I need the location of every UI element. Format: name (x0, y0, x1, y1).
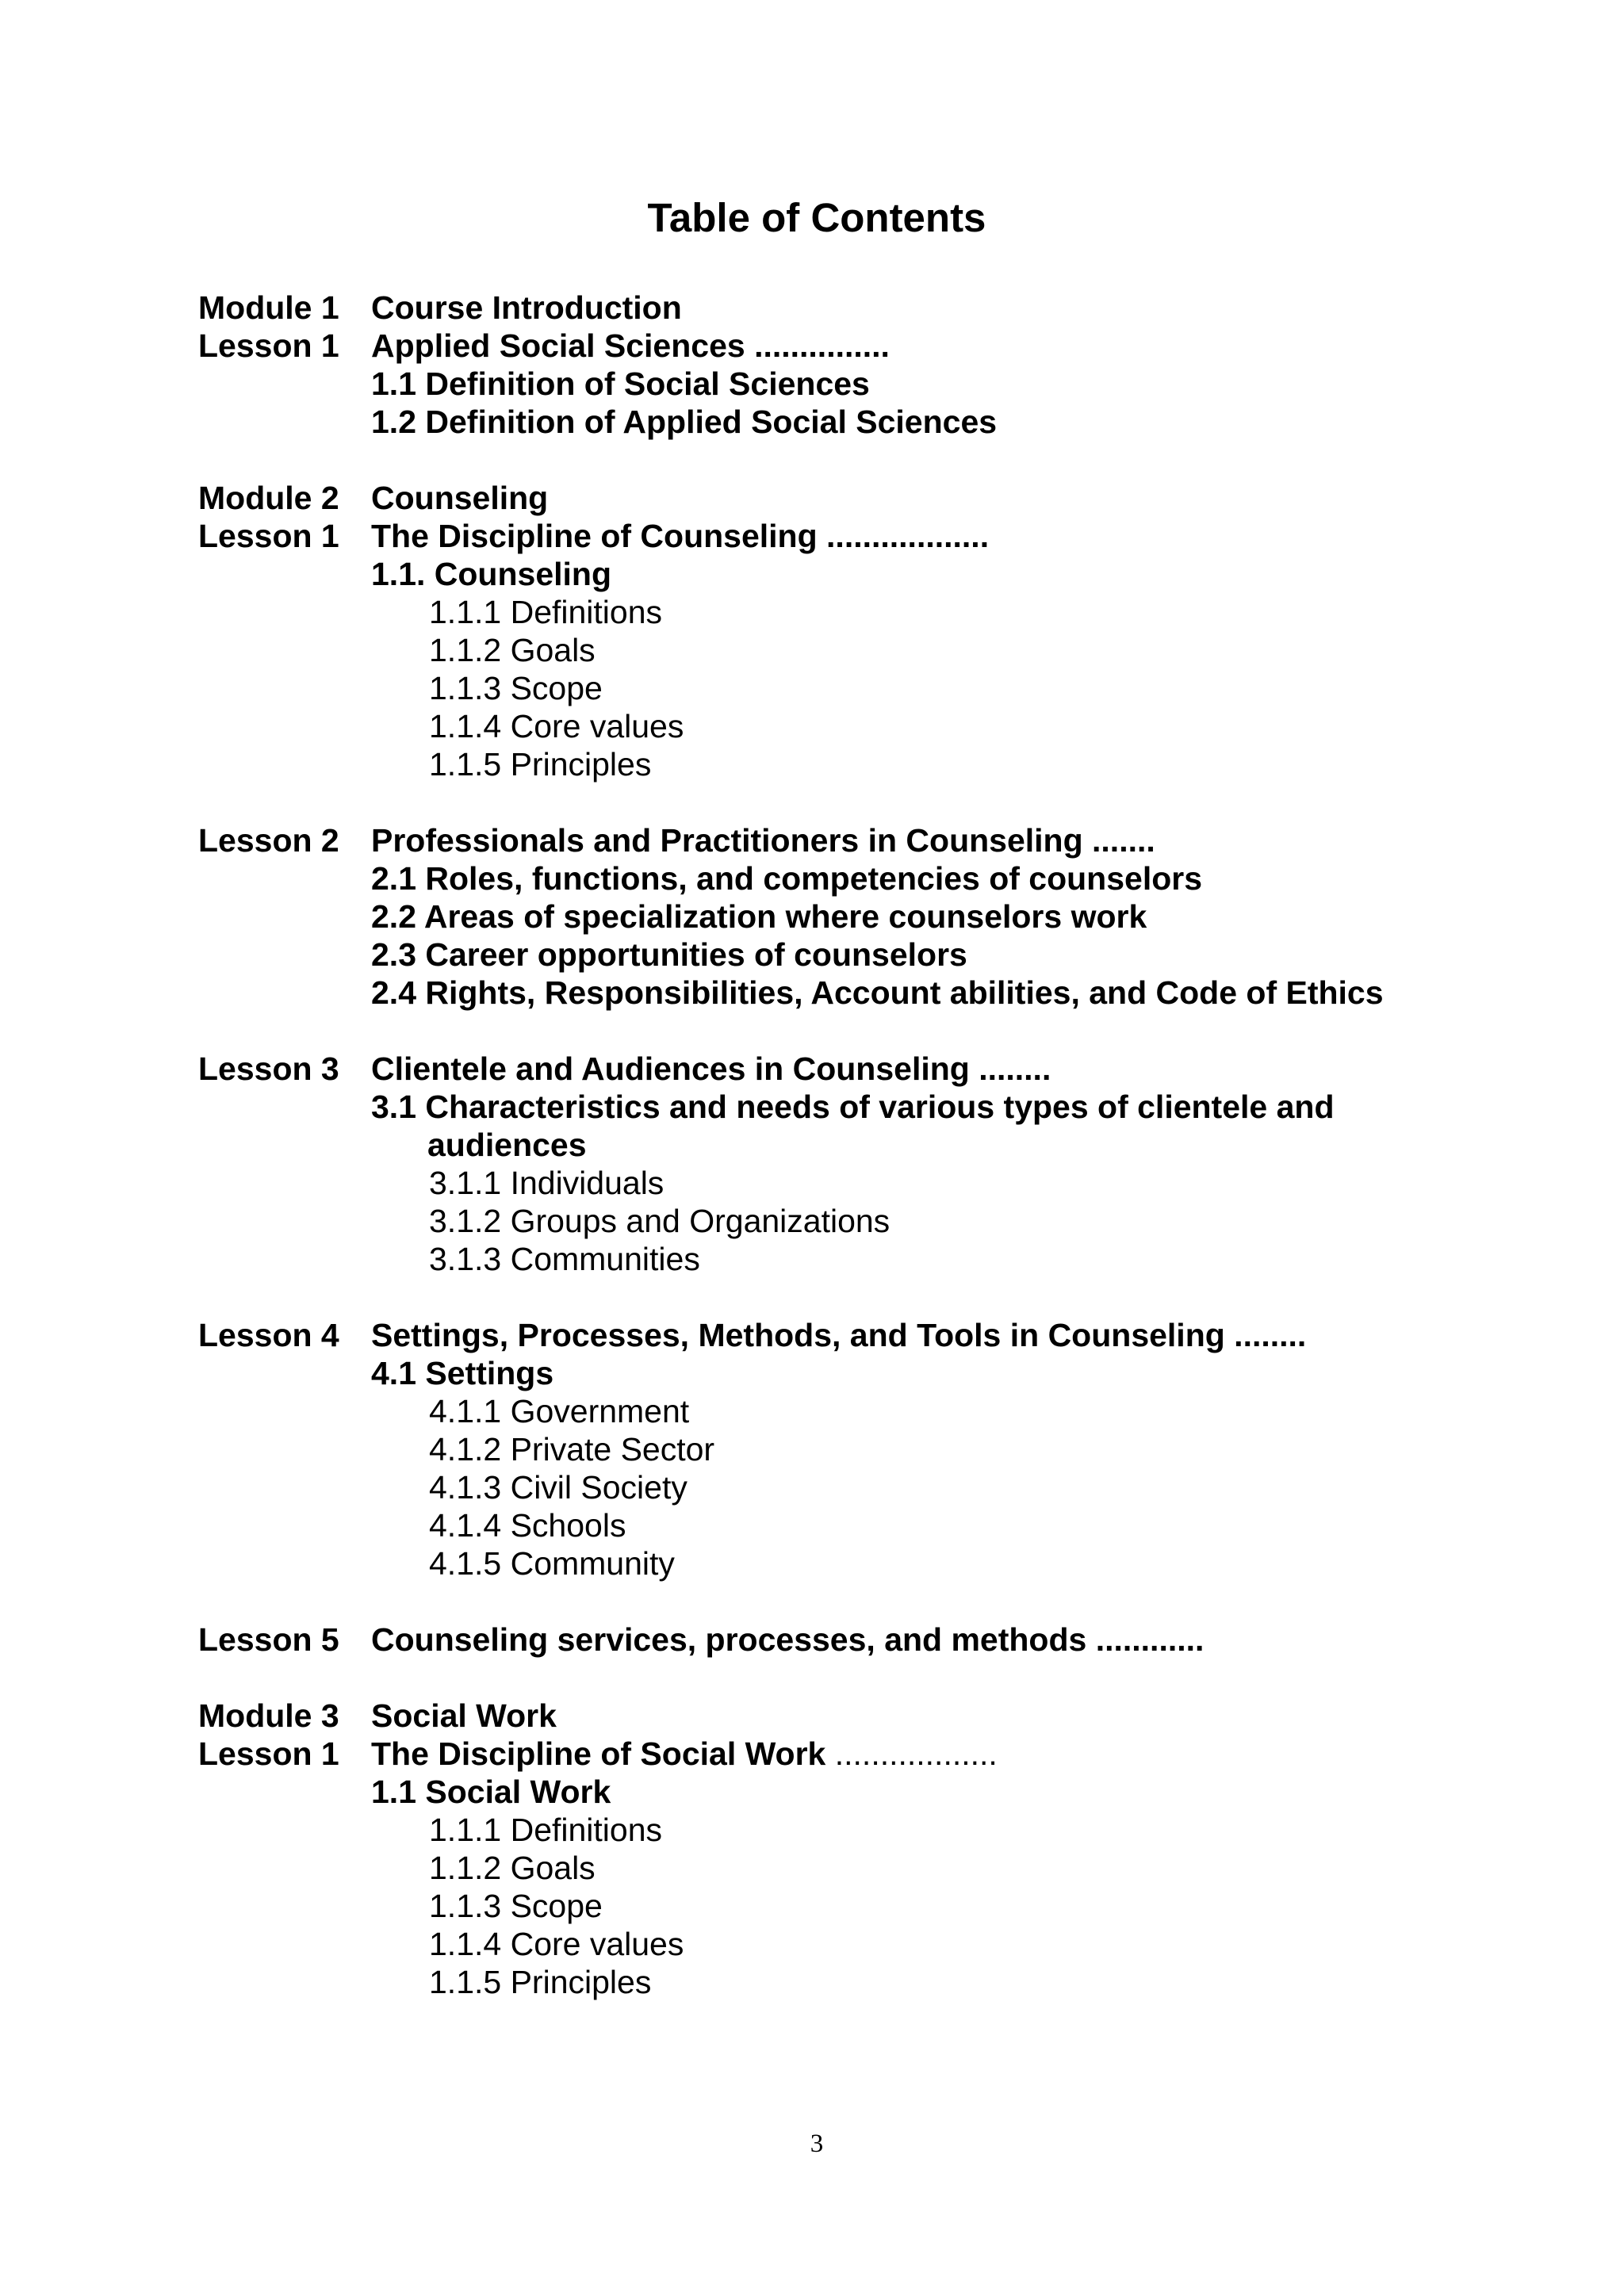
toc-entry-title: 4.1.4 Schools (429, 1507, 626, 1544)
toc-entry (198, 289, 1562, 327)
section-gap (198, 1278, 1562, 1316)
toc-entry-title: Clientele and Audiences in Counseling ........ (371, 1050, 1051, 1087)
toc-entry-leader: .................. (825, 1735, 998, 1772)
toc-entry-title: 1.1.5 Principles (429, 746, 652, 783)
toc-entry-title: 1.1.1 Definitions (429, 1812, 663, 1848)
toc-entry-title: 2.1 Roles, functions, and competencies of counselors (371, 860, 1203, 897)
toc-entry (198, 593, 1562, 631)
toc-entry-title: Counseling (371, 480, 549, 516)
toc-entry-title: 1.1.4 Core values (429, 708, 684, 744)
section-gap (198, 1012, 1562, 1050)
toc-entry (198, 517, 1562, 555)
toc-entry-title: 2.2 Areas of specialization where counselors work (371, 898, 1147, 935)
toc-entry-title: The Discipline of Social Work .................. (371, 1735, 998, 1772)
toc-entry (198, 1088, 1562, 1126)
toc-entry (198, 631, 1562, 669)
toc-entry-label: Lesson 1 (198, 1735, 339, 1772)
toc-entry (198, 1544, 1562, 1582)
toc-entry (198, 821, 1562, 859)
toc-entry (198, 859, 1562, 897)
toc-entry-title: The Discipline of Counseling .................. (371, 518, 990, 554)
page-title: Table of Contents (647, 195, 986, 240)
toc-entry-title: audiences (427, 1127, 587, 1163)
toc-entry (198, 1202, 1562, 1240)
toc-entry-label: Module 1 (198, 289, 339, 326)
toc-entry (198, 1430, 1562, 1468)
toc-entry-label: Lesson 2 (198, 822, 339, 859)
section-gap (198, 441, 1562, 479)
toc-entry-title: 3.1 Characteristics and needs of various types of clientele and (371, 1089, 1335, 1125)
toc-entry-title: 3.1.2 Groups and Organizations (429, 1203, 891, 1239)
toc-entry (198, 479, 1562, 517)
toc-entry (198, 1963, 1562, 2001)
toc-entry-title: Course Introduction (371, 289, 682, 326)
toc-entry-title: 1.1 Definition of Social Sciences (371, 365, 870, 402)
toc-entry (198, 403, 1562, 441)
toc-entry (198, 669, 1562, 707)
toc-entry-label: Module 3 (198, 1697, 339, 1734)
toc-entry-label: Lesson 4 (198, 1317, 339, 1353)
toc-entry-title: 1.1. Counseling (371, 556, 611, 592)
toc-entry-title: 1.1.2 Goals (429, 632, 596, 668)
toc-entry-label: Module 2 (198, 480, 339, 516)
toc-entry (198, 555, 1562, 593)
toc-entry (198, 1735, 1562, 1773)
toc-entry (198, 897, 1562, 936)
toc-entry-title: 4.1 Settings (371, 1355, 554, 1391)
toc-entry (198, 1621, 1562, 1659)
toc-entry-title: Professionals and Practitioners in Counseling ....... (371, 822, 1155, 859)
toc-entry (198, 1925, 1562, 1963)
page-number: 3 (810, 2130, 824, 2158)
toc-entry (198, 365, 1562, 403)
toc-entry (198, 1316, 1562, 1354)
toc-entry (198, 707, 1562, 745)
toc-entry (198, 1697, 1562, 1735)
toc-entry-label: Lesson 1 (198, 518, 339, 554)
toc-entry-title: 4.1.3 Civil Society (429, 1469, 688, 1506)
toc-entry-label: Lesson 3 (198, 1050, 339, 1087)
table-of-contents (198, 289, 1562, 2001)
toc-entry (198, 1240, 1562, 1278)
toc-entry (198, 1773, 1562, 1811)
toc-entry-title: 2.3 Career opportunities of counselors (371, 936, 967, 973)
toc-entry (198, 1887, 1562, 1925)
toc-entry-title: 1.1.3 Scope (429, 1888, 603, 1924)
section-gap (198, 783, 1562, 821)
toc-entry-title: Applied Social Sciences ............... (371, 327, 890, 364)
toc-entry (198, 1050, 1562, 1088)
toc-entry (198, 1126, 1562, 1164)
toc-entry-title: 2.4 Rights, Responsibilities, Account abilities, and Code of Ethics (371, 974, 1384, 1011)
toc-entry-title: 1.1.3 Scope (429, 670, 603, 706)
toc-entry-title: Social Work (371, 1697, 557, 1734)
toc-entry (198, 1506, 1562, 1544)
toc-entry-title: 3.1.3 Communities (429, 1241, 700, 1277)
toc-entry (198, 1468, 1562, 1506)
section-gap (198, 1659, 1562, 1697)
section-gap (198, 1582, 1562, 1621)
toc-entry-label: Lesson 5 (198, 1621, 339, 1658)
toc-entry-title: 4.1.5 Community (429, 1545, 675, 1582)
toc-entry (198, 1354, 1562, 1392)
toc-entry-title: 1.1.5 Principles (429, 1964, 652, 2000)
toc-entry-title: Counseling services, processes, and methods ............ (371, 1621, 1205, 1658)
toc-entry-title: Settings, Processes, Methods, and Tools in Counseling ........ (371, 1317, 1307, 1353)
toc-entry-title: 1.1.1 Definitions (429, 594, 663, 630)
toc-entry-title: 3.1.1 Individuals (429, 1165, 665, 1201)
toc-entry (198, 1164, 1562, 1202)
toc-entry (198, 1811, 1562, 1849)
toc-entry (198, 936, 1562, 974)
toc-entry-title: 1.2 Definition of Applied Social Sciences (371, 404, 998, 440)
toc-entry-title: 1.1.4 Core values (429, 1926, 684, 1962)
toc-entry-title: 4.1.2 Private Sector (429, 1431, 715, 1468)
toc-entry (198, 1849, 1562, 1887)
toc-entry (198, 327, 1562, 365)
toc-entry (198, 745, 1562, 783)
toc-entry (198, 1392, 1562, 1430)
toc-entry-title: 1.1 Social Work (371, 1774, 611, 1810)
toc-entry (198, 974, 1562, 1012)
toc-entry-title: 1.1.2 Goals (429, 1850, 596, 1886)
toc-entry-title: 4.1.1 Government (429, 1393, 690, 1429)
toc-entry-label: Lesson 1 (198, 327, 339, 364)
